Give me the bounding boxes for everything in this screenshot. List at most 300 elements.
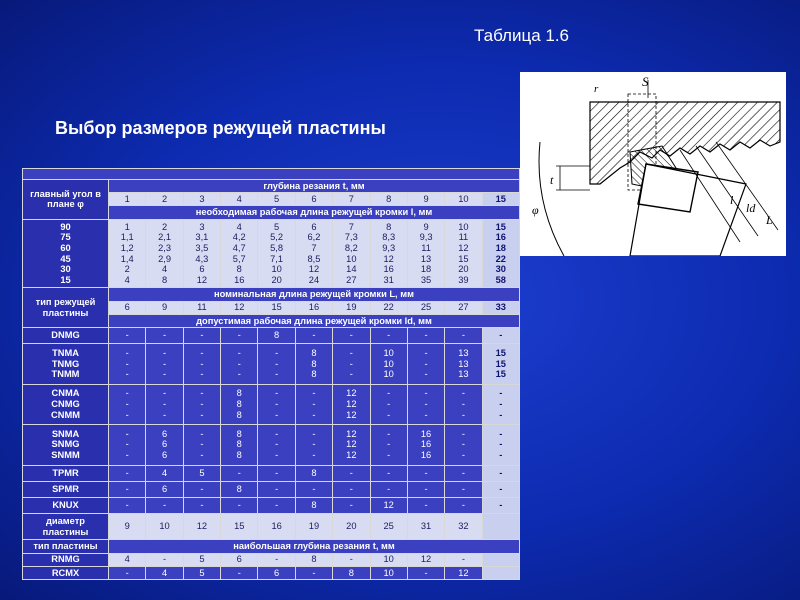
allowed-length-cell [258,497,295,513]
allowed-length-value: - [162,358,167,369]
allowed-length-value: - [461,399,465,409]
required-length-value: 2 [161,221,168,232]
allowed-length-cell [370,481,407,497]
allowed-length-value: - [349,358,353,369]
max-depth-value: 10 [370,553,407,566]
required-length-value: 5 [274,221,280,232]
allowed-length-cell [407,327,444,343]
allowed-length-value: - [312,409,316,420]
nominal-length-value: 25 [407,301,444,314]
required-length-value: 3 [199,221,205,232]
allowed-length-value: 8 [311,467,317,478]
cutting-insert-diagram [520,72,786,256]
allowed-length-value: 8 [236,409,242,420]
diameter-value: 16 [258,514,295,540]
allowed-length-cell [109,344,146,384]
diameter-value: 25 [370,514,407,540]
allowed-length-value: - [125,439,129,450]
allowed-length-cell [221,384,258,424]
nominal-length-header: номинальная длина режущей кромки L, мм [109,288,520,301]
allowed-length-value: - [200,450,204,461]
allowed-length-value: - [387,388,391,399]
allowed-length-value: - [349,330,353,341]
diameter-value: 31 [407,514,444,540]
allowed-length-cell [482,481,519,497]
required-length-value: 9,3 [419,232,433,243]
allowed-length-cell [146,481,183,497]
allowed-length-cell [445,481,482,497]
insert-type-code: CNMG [51,399,80,409]
required-length-value: 4 [236,221,242,232]
nominal-length-value: 15 [258,301,295,314]
allowed-length-cell [258,384,295,424]
required-length-column [445,219,482,288]
diameter-value: 19 [295,514,332,540]
depth-value: 5 [258,193,295,206]
allowed-length-value: - [125,347,129,358]
allowed-length-value: - [125,409,129,420]
allowed-length-cell [221,425,258,465]
insert-group-row [23,384,520,424]
angle-value: 75 [60,232,71,243]
required-length-value: 30 [495,264,506,275]
required-length-column [407,219,444,288]
insert-group-row [23,497,520,513]
allowed-length-value: - [461,388,465,399]
insert-type-code: TNMA [52,347,79,358]
allowed-length-value: - [162,330,167,341]
required-length-value: 16 [234,274,245,285]
allowed-length-value: 8 [236,439,242,450]
allowed-length-value: - [125,467,129,478]
max-depth-value: 4 [109,553,146,566]
label-ld: ld [746,201,756,215]
allowed-length-value: - [275,467,279,478]
allowed-length-value: - [461,450,465,461]
depth-value: 2 [146,193,183,206]
required-length-value: 10 [458,221,469,232]
allowed-length-value: 10 [383,358,394,369]
nominal-length-value: 6 [109,301,146,314]
required-length-value: 14 [346,264,357,275]
allowed-length-cell [221,465,258,481]
allowed-length-cell [407,344,444,384]
diameter-label: диаметр пластины [23,514,109,540]
allowed-length-value: - [312,428,316,439]
required-length-value: 4 [161,264,168,275]
insert-type-name [23,327,109,343]
insert-type-code: SNMG [51,439,80,450]
required-length-value: 5,8 [270,242,284,253]
allowed-length-value: - [237,467,241,478]
allowed-length-value: 12 [346,409,357,420]
allowed-length-value: 8 [236,428,242,439]
required-length-column [333,219,370,288]
nominal-header-row [23,288,520,301]
insert-type-code: TNMG [51,358,80,369]
max-depth-value: - [221,566,258,579]
max-depth-value: - [407,566,444,579]
allowed-length-cell [482,344,519,384]
insert-group-row [23,425,520,465]
allowed-length-value: - [387,409,391,420]
allowed-length-cell [146,497,183,513]
allowed-length-value: - [237,358,241,369]
insert-group-row [23,344,520,384]
label-phi: φ [532,203,539,217]
allowed-length-value: - [125,358,129,369]
required-length-column [370,219,407,288]
allowed-length-value: - [461,330,465,341]
insert-type-name [23,425,109,465]
required-length-column [295,219,332,288]
allowed-length-value: - [461,500,465,511]
allowed-length-value: 16 [420,450,432,461]
allowed-length-value: - [200,369,204,380]
allowed-length-value: 8 [236,388,242,399]
allowed-length-value: 16 [420,439,432,450]
required-length-value: 18 [495,242,506,253]
allowed-length-value: - [461,439,465,450]
allowed-length-value: 12 [346,388,357,399]
allowed-length-cell [407,481,444,497]
allowed-length-value: - [312,439,316,450]
allowed-length-value: - [200,388,204,399]
nominal-length-value: 11 [183,301,220,314]
allowed-length-value: 8 [236,399,242,409]
max-depth-header-row [23,540,520,553]
depth-value: 1 [109,193,146,206]
depth-value: 9 [407,193,444,206]
allowed-length-cell [295,425,332,465]
allowed-length-value: - [349,467,353,478]
allowed-length-value: 8 [236,484,242,495]
allowed-length-value: - [275,428,279,439]
allowed-length-value: 4 [161,467,168,478]
allowed-length-value: - [200,439,204,450]
allowed-length-cell [183,481,220,497]
depth-header: глубина резания t, мм [109,180,520,193]
allowed-length-value: - [237,500,241,511]
angle-label: главный угол в плане φ [23,180,109,219]
nominal-length-value: 12 [221,301,258,314]
allowed-length-value: - [275,399,279,409]
required-length-value: 6,2 [307,232,321,243]
allowed-length-cell [407,497,444,513]
allowed-length-value: - [387,330,391,341]
allowed-length-value: - [387,467,391,478]
allowed-length-cell [146,465,183,481]
allowed-length-value: - [237,330,241,341]
allowed-length-value: - [312,450,316,461]
allowed-length-value: - [162,347,167,358]
required-length-value: 9 [423,221,429,232]
allowed-length-value: - [275,369,279,380]
required-length-value: 22 [495,253,506,264]
allowed-length-value: - [349,484,353,495]
required-length-value: 5,7 [232,253,246,264]
allowed-length-value: - [200,330,204,341]
allowed-length-cell [295,465,332,481]
allowed-length-value: - [125,369,129,380]
required-length-value: 3,1 [195,232,209,243]
max-depth-value: 8 [333,566,370,579]
max-depth-value: - [258,553,295,566]
nominal-length-value: 19 [333,301,370,314]
insert-group-row [23,481,520,497]
allowed-length-cell [146,384,183,424]
allowed-length-value: - [349,347,353,358]
angle-value: 45 [60,253,71,264]
allowed-length-value: 6 [161,450,168,461]
diameter-value [482,514,519,540]
allowed-length-value: - [312,484,316,495]
required-length-value: 8 [161,274,168,285]
allowed-length-value: - [499,330,503,341]
allowed-length-cell [333,481,370,497]
allowed-length-value: - [387,450,391,461]
round-insert-row [23,566,520,579]
allowed-length-value: - [200,500,204,511]
allowed-length-cell [109,425,146,465]
required-length-value: 4,2 [232,232,246,243]
label-L: L [766,213,773,227]
max-depth-value: - [295,566,332,579]
plate-type-label: тип пластины [23,540,109,553]
required-length-value: 16 [495,232,506,243]
allowed-length-value: - [275,500,279,511]
allowed-length-cell [333,497,370,513]
allowed-length-cell [258,327,295,343]
allowed-length-value: 8 [274,330,280,341]
allowed-length-cell [221,344,258,384]
allowed-length-cell [258,465,295,481]
depth-value: 4 [221,193,258,206]
allowed-length-cell [482,497,519,513]
top-spacer-row [23,169,520,180]
insert-type-name [23,465,109,481]
allowed-length-cell [258,425,295,465]
insert-type-code: KNUX [52,500,79,511]
allowed-length-value: 8 [311,500,317,511]
allowed-length-cell [109,465,146,481]
allowed-length-value: - [499,467,503,478]
diameter-value: 15 [221,514,258,540]
max-depth-value: 6 [258,566,295,579]
allowed-length-value: - [461,409,465,420]
allowed-length-value: - [275,388,279,399]
allowed-length-value: - [499,439,503,450]
slide-title: Выбор размеров режущей пластины [55,118,386,138]
insert-type-name [23,481,109,497]
approach-arc [539,142,564,256]
allowed-length-value: - [424,369,428,380]
depth-value: 6 [295,193,332,206]
allowed-length-value: - [349,500,353,511]
allowed-length-cell [445,465,482,481]
allowed-length-cell [445,344,482,384]
allowed-length-cell [183,327,220,343]
allowed-length-cell [295,344,332,384]
required-length-value: 11 [458,232,469,243]
allowed-length-cell [295,481,332,497]
required-length-column [109,219,146,288]
allowed-length-value: - [200,409,204,420]
allowed-length-value: 13 [458,369,469,380]
allowed-length-value: - [349,369,353,380]
allowed-length-value: - [275,439,279,450]
allowed-length-value: 15 [495,369,506,380]
allowed-length-cell [482,327,519,343]
depth-value: 7 [333,193,370,206]
allowed-length-value: - [125,484,129,495]
allowed-length-value: 12 [346,450,357,461]
required-length-value: 39 [458,274,469,285]
allowed-length-value: - [275,409,279,420]
required-length-value: 11 [421,242,431,253]
diameter-value: 9 [109,514,146,540]
allowed-length-cell [407,425,444,465]
allowed-length-cell [295,384,332,424]
insert-type-name [23,497,109,513]
allowed-length-value: - [275,484,279,495]
depth-value: 3 [183,193,220,206]
required-length-value: 6 [199,264,205,275]
allowed-length-cell [109,497,146,513]
max-depth-value: 8 [295,553,332,566]
max-depth-value: 4 [146,566,183,579]
required-length-value: 16 [383,264,394,275]
label-t: t [550,173,554,187]
allowed-length-value: - [424,409,428,420]
allowed-length-value: - [499,428,503,439]
angle-value: 15 [60,274,71,285]
required-length-value: 4,3 [195,253,209,264]
allowed-length-value: - [461,484,465,495]
allowed-length-cell [146,344,183,384]
allowed-length-cell [333,465,370,481]
required-length-value: 10 [346,253,357,264]
allowed-length-value: - [275,347,279,358]
nominal-length-value: 33 [482,301,519,314]
required-length-value: 58 [495,274,506,285]
allowed-length-value: - [499,399,503,409]
max-depth-header: наибольшая глубина резания t, мм [109,540,520,553]
required-length-value: 35 [420,274,432,285]
required-length-value: 1 [124,221,130,232]
required-length-value: 1,2 [120,242,134,253]
max-depth-value: 5 [183,566,220,579]
label-r: r [594,83,599,95]
allowed-length-cell [445,384,482,424]
round-insert-name: RCMX [23,566,109,579]
required-length-value: 4,7 [232,242,246,253]
allowed-length-cell [295,327,332,343]
allowed-length-value: - [461,467,465,478]
angle-block-row [23,219,520,288]
required-length-value: 7,1 [270,253,284,264]
allowed-length-cell [109,384,146,424]
required-length-column [221,219,258,288]
allowed-length-cell [445,327,482,343]
allowed-length-value: - [275,450,279,461]
required-length-value: 8,5 [307,253,321,264]
required-length-value: 7 [348,221,354,232]
max-depth-value: - [333,553,370,566]
insert-size-table-body [23,169,520,580]
required-length-value: 13 [420,253,432,264]
allowed-length-cell [109,481,146,497]
allowed-length-cell [407,465,444,481]
allowed-length-cell [482,425,519,465]
required-length-value: 24 [308,274,320,285]
allowed-length-value: - [424,500,428,511]
insert-type-code: TPMR [52,467,79,478]
diameter-value: 12 [183,514,220,540]
diameter-value: 32 [445,514,482,540]
top-spacer-cell [23,169,520,180]
nominal-length-value: 22 [370,301,407,314]
allowed-length-cell [258,344,295,384]
allowed-length-value: - [312,330,316,341]
insert-type-name [23,384,109,424]
diameter-value: 10 [146,514,183,540]
allowed-length-cell [333,344,370,384]
allowed-length-value: - [312,399,316,409]
allowed-length-value: 6 [161,484,168,495]
required-length-value: 31 [383,274,394,285]
allowed-length-value: - [162,388,167,399]
required-length-value: 2,1 [158,232,171,243]
allowed-length-value: - [387,428,391,439]
max-depth-value: - [109,566,146,579]
allowed-length-value: - [162,369,167,380]
allowed-length-value: 5 [199,467,205,478]
required-length-value: 12 [458,242,469,253]
allowed-length-value: 15 [495,347,506,358]
allowed-length-cell [146,425,183,465]
allowed-length-value: 10 [383,369,394,380]
insert-type-label: тип режущей пластины [23,288,109,327]
allowed-length-header: допустимая рабочая длина режущей кромки ld, мм [109,314,520,327]
allowed-length-value: - [200,347,204,358]
allowed-length-value: - [499,484,503,495]
insert-type-code: SNMM [51,450,80,461]
required-length-column [146,219,183,288]
required-length-value: 12 [196,274,208,285]
label-l: l [730,193,734,207]
allowed-length-cell [482,465,519,481]
allowed-length-value: 16 [420,428,432,439]
allowed-length-value: 8 [311,369,317,380]
required-length-column [258,219,295,288]
required-length-value: 27 [346,274,357,285]
required-length-value: 1,4 [120,253,134,264]
max-depth-value: 6 [221,553,258,566]
allowed-length-cell [407,384,444,424]
required-length-value: 3,5 [195,242,209,253]
allowed-length-value: - [424,347,428,358]
diameter-row [23,514,520,540]
required-length-header: необходимая рабочая длина режущей кромки l, мм [109,206,520,219]
allowed-length-cell [482,384,519,424]
round-insert-row [23,553,520,566]
required-length-value: 8,3 [382,232,396,243]
allowed-length-cell [258,481,295,497]
max-depth-value: - [146,553,183,566]
required-length-value: 2 [124,264,130,275]
allowed-length-cell [146,327,183,343]
